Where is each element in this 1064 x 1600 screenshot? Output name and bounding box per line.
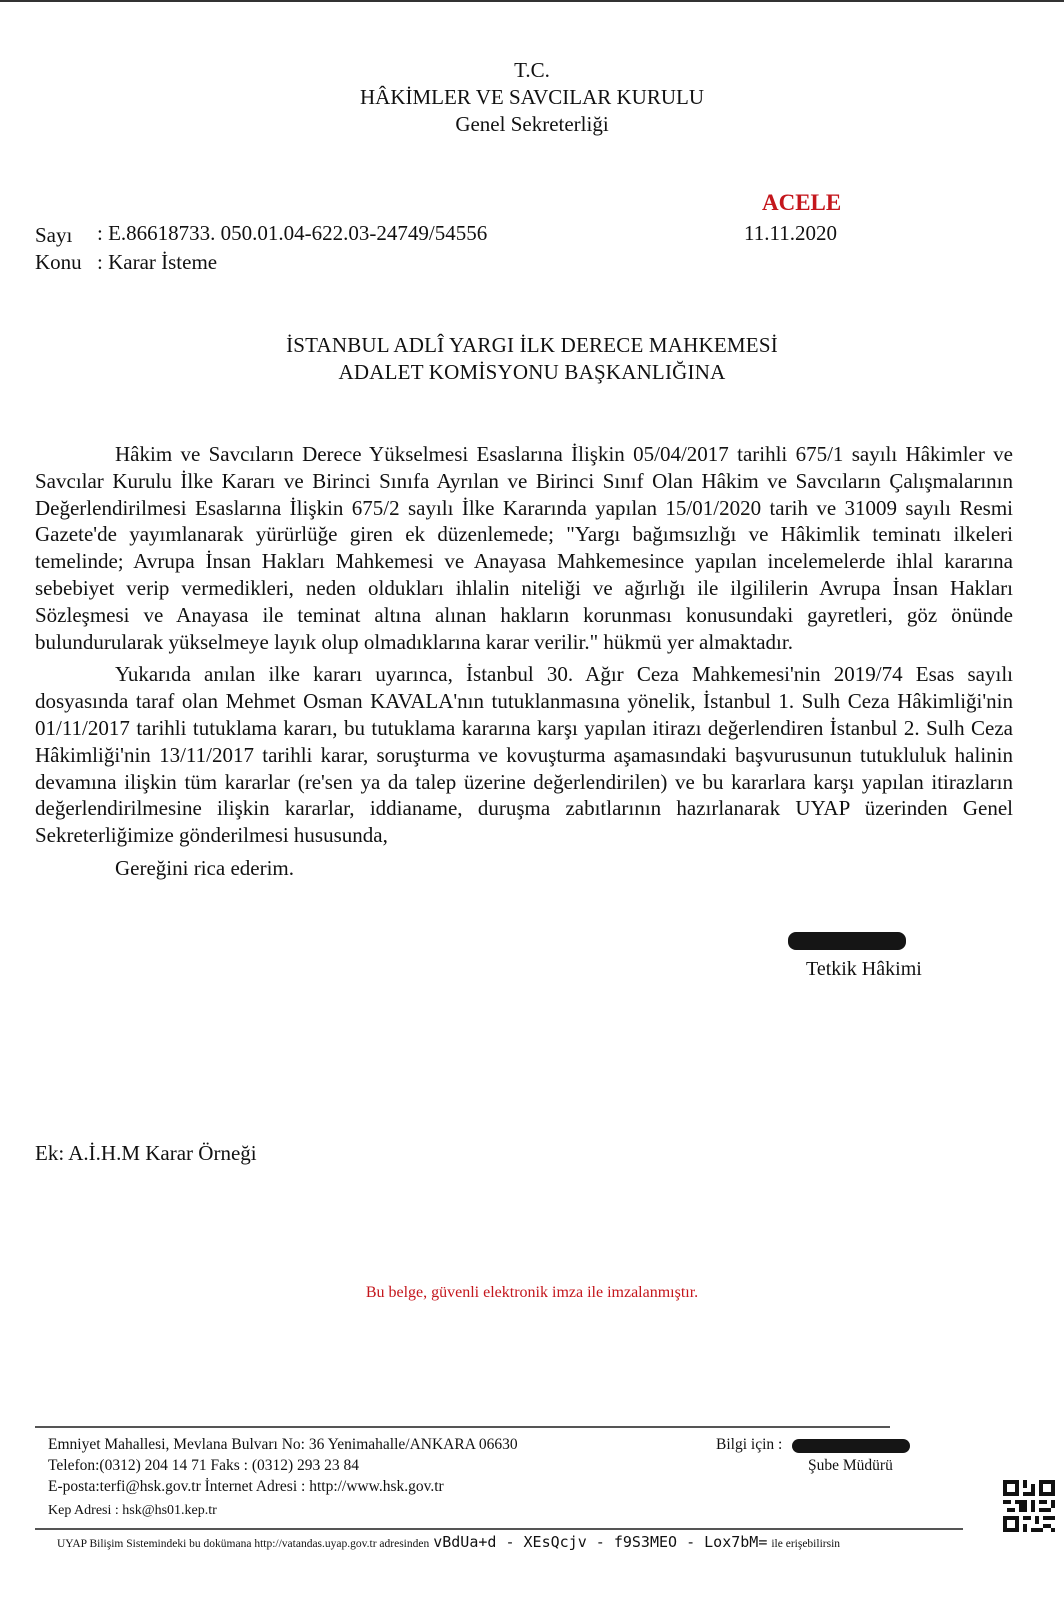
body-paragraph-2: Yukarıda anılan ilke kararı uyarınca, İstanbul 30. Ağır Ceza Mahkemesi'nin 2019/74 Esas sayılı dosyasında taraf olan Mehmet Osman KAVALA'nın tutuklanmasına yönelik, İstanbul 1. Sulh Ceza Hâkimliği'nin 01/11/2017 tarihli tutuklama kararı, bu tutuklama kararına karşı yapılan itirazı değerlendiren İstanbul 2. Sulh Ceza Hâkimliği'nin 13/11/2017 tarihli karar, soruşturma ve kovuşturma aşamasındaki başvurusunun tutukluluk halinin devamına ilişkin tüm kararlar (re'sen ya da talep üzerine değerlendirilen) ve bu kararlara karşı yapılan itirazların değerlendirilmesine ilişkin kararlar, iddianame, duruşma zabıtlarının hazırlanarak UYAP üzerinden Genel Sekreterliğimize gönderilmesi hususunda,: [35, 662, 1013, 848]
footer-email-text: E-posta:terfi@hsk.gov.tr İnternet Adresi : http://www.hsk.gov.tr: [48, 1478, 444, 1495]
footer-kep: Kep Adresi : hsk@hs01.kep.tr: [48, 1503, 217, 1518]
attachment-note: Ek: A.İ.H.M Karar Örneği: [35, 1141, 257, 1165]
sayi-label: Sayı: [35, 223, 73, 247]
footer-info-label: Bilgi için :: [716, 1436, 783, 1453]
body-paragraph-1: Hâkim ve Savcıların Derece Yükselmesi Esaslarına İlişkin 05/04/2017 tarihli 675/1 sayılı Hâkimler ve Savcılar Kurulu İlke Kararı ve Birinci Sınıfa Ayrılan ve Birinci Sınıf Olan Hâkim ve Savcıların Çalışmalarının Değerlendirilmesi Esaslarına İlişkin 675/2 sayılı İlke Kararında yapılan 15/01/2020 tarih ve 31009 sayılı Resmi Gazete'de yayımlanarak yürürlüğe giren ek düzenlemede; "Yargı bağımsızlığı ve Hâkimlik teminatı ilkeleri temelinde; Avrupa İnsan Hakları Mahkemesi ve Anayasa Mahkemesince yapılan incelemelerde ihlal kararına sebebiyet verip vermedikleri, neden oldukları ihlalin niteliği ve ağırlığı ile ilgililerin Avrupa İnsan Hakları Sözleşmesi ve Anayasa ile teminat altına alınan hakların korunması konusundaki gayretleri, göz önünde bulundurularak yükselmeye layık olup olmadıklarına karar verilir." hükmü yer almaktadır.: [35, 442, 1013, 654]
konu-label: Konu: [35, 250, 82, 274]
addressee-line-2: ADALET KOMİSYONU BAŞKANLIĞINA: [338, 360, 726, 384]
body-closing: Gereğini rica ederim.: [115, 855, 294, 880]
priority-stamp: ACELE: [762, 190, 842, 215]
footer-bottom-divider: [35, 1528, 963, 1530]
qr-code-icon: [1003, 1480, 1055, 1532]
footer-address: Emniyet Mahallesi, Mevlana Bulvarı No: 36 Yenimahalle/ANKARA 06630: [48, 1436, 518, 1453]
header-tc: T.C.: [514, 58, 550, 82]
addressee-line-1: İSTANBUL ADLÎ YARGI İLK DERECE MAHKEMESİ: [286, 333, 778, 357]
footer-divider: [35, 1426, 890, 1428]
uyap-code: vBdUa+d - XEsQcjv - f9S3MEO - Lox7bM=: [433, 1533, 768, 1551]
header-institution: HÂKİMLER VE SAVCILAR KURULU: [360, 85, 704, 109]
scan-top-edge: [0, 0, 1064, 2]
uyap-verification-line: [57, 1533, 840, 1552]
letter-body: [35, 441, 1013, 882]
uyap-prefix: UYAP Bilişim Sistemindeki bu dokümana http://vatandas.uyap.gov.tr adresinden: [57, 1538, 430, 1550]
sayi-value: : E.86618733. 050.01.04-622.03-24749/54556: [97, 221, 488, 245]
uyap-suffix: ile erişebilirsin: [771, 1538, 841, 1550]
redacted-signer-name: [788, 932, 906, 950]
footer-phone: Telefon:(0312) 204 14 71 Faks : (0312) 293 23 84: [48, 1457, 360, 1474]
signer-title: Tetkik Hâkimi: [806, 958, 922, 980]
document-date: 11.11.2020: [744, 221, 837, 245]
konu-value: : Karar İsteme: [97, 250, 218, 274]
footer-email: [48, 1478, 444, 1496]
header-department: Genel Sekreterliği: [455, 112, 609, 136]
esign-notice: Bu belge, güvenli elektronik imza ile imzalanmıştır.: [365, 1284, 699, 1301]
redacted-contact-name: [792, 1439, 910, 1453]
footer-info-title: Şube Müdürü: [808, 1457, 893, 1474]
